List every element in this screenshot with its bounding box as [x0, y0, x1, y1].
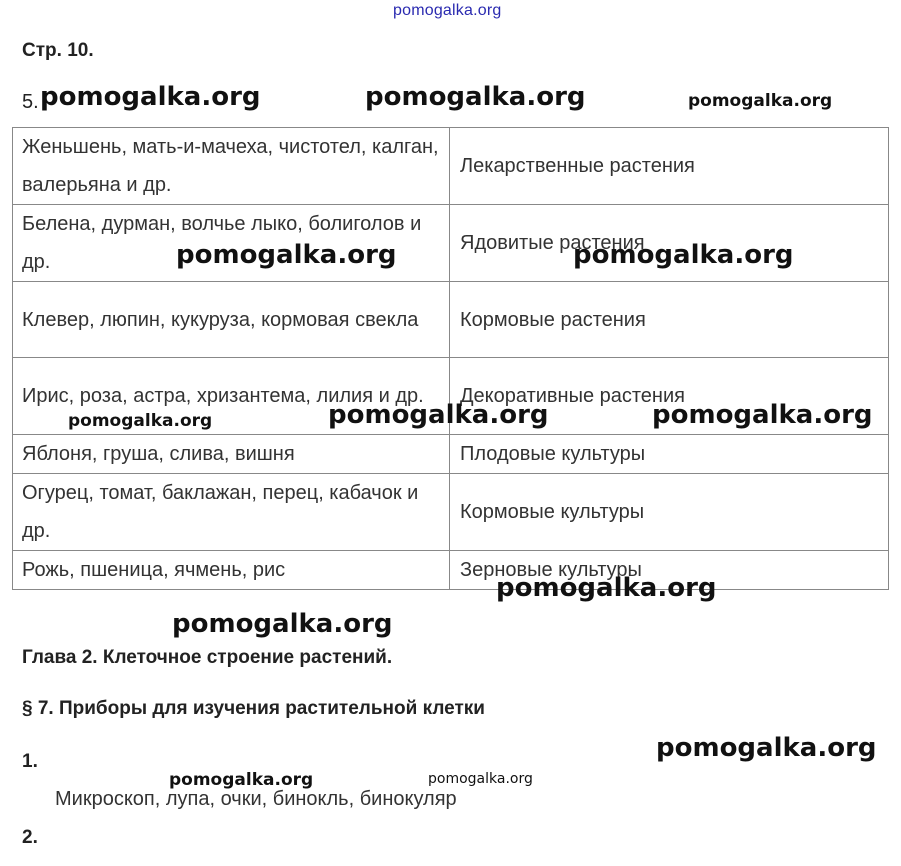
category-cell: Зерновые культуры	[450, 551, 889, 590]
watermark: pomogalka.org	[169, 770, 314, 790]
category-cell: Плодовые культуры	[450, 435, 889, 474]
table-row	[13, 435, 889, 474]
watermark: pomogalka.org	[172, 609, 393, 639]
table-row	[13, 128, 889, 205]
table-row	[13, 474, 889, 551]
watermark: pomogalka.org	[656, 733, 877, 763]
category-cell: Ядовитые растения	[450, 205, 889, 282]
category-cell: Декоративные растения	[450, 358, 889, 435]
plants-cell: Белена, дурман, волчье лыко, болиголов и др.	[13, 205, 450, 282]
site-link-watermark[interactable]: pomogalka.org	[393, 2, 502, 19]
page-label: Стр. 10.	[22, 40, 94, 61]
task-number: 5.	[22, 91, 39, 113]
plants-cell: Женьшень, мать-и-мачеха, чистотел, калган, валерьяна и др.	[13, 128, 450, 205]
watermark: pomogalka.org	[688, 91, 833, 111]
watermark: pomogalka.org	[365, 82, 586, 112]
watermark: pomogalka.org	[328, 400, 549, 430]
plants-cell: Ирис, роза, астра, хризантема, лилия и др.	[13, 358, 450, 435]
table-row	[13, 282, 889, 358]
question-1-number: 1.	[22, 751, 38, 772]
section-title: § 7. Приборы для изучения растительной клетки	[22, 698, 485, 719]
category-cell: Кормовые растения	[450, 282, 889, 358]
chapter-title: Глава 2. Клеточное строение растений.	[22, 647, 393, 668]
watermark: pomogalka.org	[496, 573, 717, 603]
question-1-answer: Микроскоп, лупа, очки, бинокль, бинокуляр	[55, 788, 457, 810]
watermark: pomogalka.org	[652, 400, 873, 430]
watermark: pomogalka.org	[68, 411, 213, 431]
plants-cell: Клевер, люпин, кукуруза, кормовая свекла	[13, 282, 450, 358]
plants-cell: Яблоня, груша, слива, вишня	[13, 435, 450, 474]
watermark: pomogalka.org	[40, 82, 261, 112]
watermark: pomogalka.org	[428, 771, 533, 787]
watermark: pomogalka.org	[573, 240, 794, 270]
plants-cell: Огурец, томат, баклажан, перец, кабачок и др.	[13, 474, 450, 551]
table-row	[13, 551, 889, 590]
plants-table	[12, 127, 889, 590]
watermark: pomogalka.org	[176, 240, 397, 270]
plants-cell: Рожь, пшеница, ячмень, рис	[13, 551, 450, 590]
question-2-number: 2.	[22, 827, 38, 848]
category-cell: Кормовые культуры	[450, 474, 889, 551]
category-cell: Лекарственные растения	[450, 128, 889, 205]
